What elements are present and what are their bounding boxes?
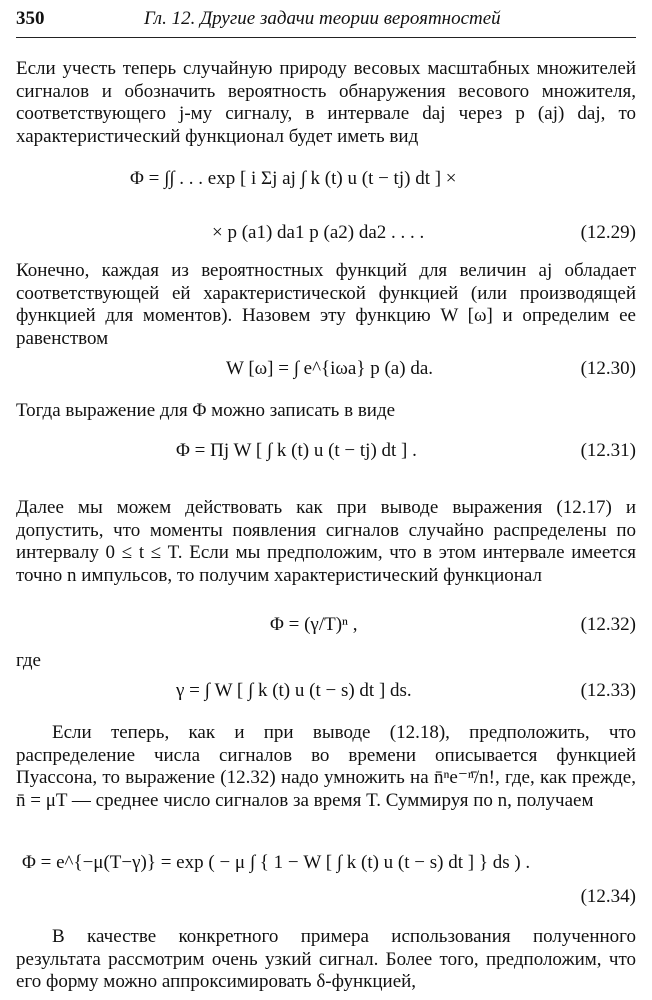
equation-number-12-31: (12.31) [580,440,636,461]
paragraph-1: Если учесть теперь случайную природу весовых масштабных множителей сигналов и обозначить вероятность обнаружения весового множителя, соответствующего j-му сигналу, в интервале daj через p (aj) daj, то характеристический функционал будет иметь вид [16,58,636,147]
paragraph-6: В качестве конкретного примера использования полученного результата рассмотрим очень узкий сигнал. Более того, предположим, что его форму можно аппроксимировать δ-функцией, [16,926,636,992]
equation-number-12-30: (12.30) [580,358,636,379]
equation-number-12-33: (12.33) [580,680,636,701]
paragraph-5: Если теперь, как и при выводе (12.18), предположить, что распределение числа сигналов во времени описывается функцией Пуассона, то выражение (12.32) надо умножить на n̄ⁿe⁻ⁿ̄/n!, где, как прежде, n̄ = μT — среднее число сигналов за время T. Суммируя по n, получаем [16,722,636,811]
paragraph-4: Далее мы можем действовать как при выводе выражения (12.17) и допустить, что моменты появления сигналов случайно распределены по интервалу 0 ≤ t ≤ T. Если мы предположим, что в этом интервале имеется точно n импульсов, то получим характеристический функционал [16,497,636,586]
equation-12-31: Φ = Πj W [ ∫ k (t) u (t − tj) dt ] . [176,440,417,461]
equation-12-29-line-2: × p (a1) da1 p (a2) da2 . . . . [212,222,425,243]
running-header [16,8,636,34]
equation-12-32: Φ = (γ/T)ⁿ , [270,614,358,635]
page-number: 350 [16,8,45,29]
header-rule [16,37,636,38]
equation-12-34: Φ = e^{−μ(T−γ)} = exp ( − μ ∫ { 1 − W [ ∫ k (t) u (t − s) dt ] } ds ) . [22,852,531,873]
paragraph-2: Конечно, каждая из вероятностных функций для величин aj обладает соответствующей ей характеристической функцией (или производящей функцией для моментов). Назовем эту функцию W [ω] и определим ее равенством [16,260,636,349]
where-label: где [16,650,41,671]
equation-12-29-line-1: Φ = ∫∫ . . . exp [ i Σj aj ∫ k (t) u (t − tj) dt ] × [130,168,457,189]
paragraph-3: Тогда выражение для Φ можно записать в виде [16,400,396,421]
equation-number-12-32: (12.32) [580,614,636,635]
equation-12-33: γ = ∫ W [ ∫ k (t) u (t − s) dt ] ds. [176,680,412,701]
equation-number-12-29: (12.29) [580,222,636,243]
equation-12-30: W [ω] = ∫ e^{iωa} p (a) da. [226,358,433,379]
chapter-title: Гл. 12. Другие задачи теории вероятностей [144,8,501,29]
equation-number-12-34: (12.34) [580,886,636,907]
